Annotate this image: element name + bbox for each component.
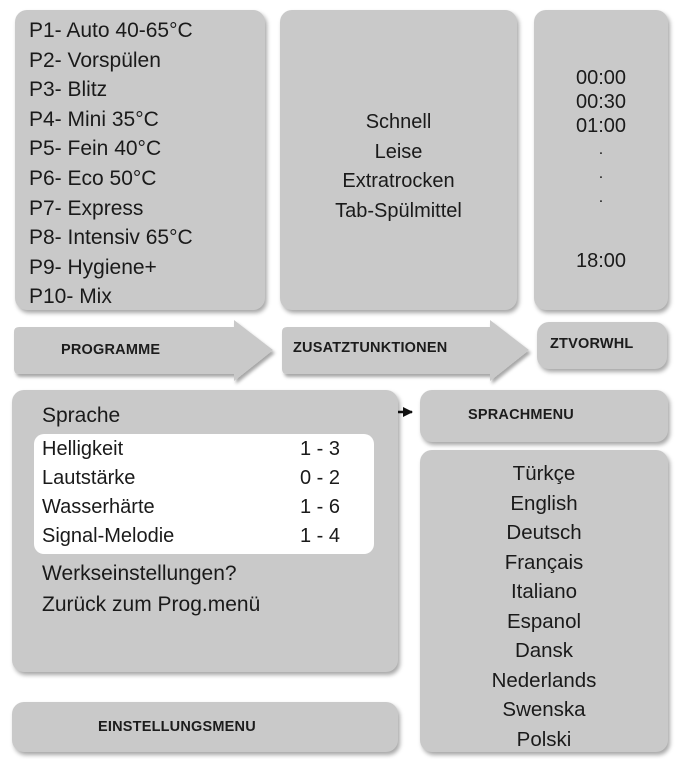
setting-range: 1 - 6 [300,496,341,518]
program-item: P9- Hygiene+ [29,255,157,279]
options-label: ZUSATZTUNKTIONEN [293,340,448,356]
settings-adjustable-box [34,434,374,554]
language-item: Nederlands [491,668,597,692]
setting-row-water-hardness [42,496,372,526]
program-item: P3- Blitz [29,78,108,102]
option-item: Schnell [365,111,432,133]
language-item: Deutsch [506,521,582,544]
setting-name: Signal-Melodie [42,525,175,547]
setting-row-volume [42,467,372,497]
language-list-panel [420,450,668,752]
language-item: English [510,491,578,515]
program-item: P6- Eco 50°C [29,166,157,190]
settings-menu-label: EINSTELLUNGSMENU [98,719,256,735]
setting-range: 1 - 3 [300,438,341,460]
timer-value: 01:00 [575,115,627,137]
setting-range: 1 - 4 [300,525,341,547]
language-item: Dansk [514,639,574,662]
settings-panel [12,390,398,672]
back-to-program-menu-item: Zurück zum Prog.menü [42,593,261,616]
program-item: P5- Fein 40°C [29,137,162,161]
language-menu-label-box [420,390,668,442]
option-item: Leise [374,140,423,163]
setting-row-brightness [42,438,372,468]
program-item: P4- Mini 35°C [29,107,159,131]
delay-timer-label-box [537,322,667,369]
language-item: Français [504,550,584,574]
option-item: Extratrocken [342,170,455,192]
setting-name: Helligkeit [42,438,124,460]
timer-value: 00:00 [575,67,627,89]
language-item: Italiano [510,580,578,603]
programs-label: PROGRAMME [61,342,161,358]
timer-ellipsis-dot: . [598,189,604,206]
timer-value: 00:30 [575,91,627,113]
setting-name: Wasserhärte [42,496,155,518]
program-item: P1- Auto 40-65°C [29,19,193,42]
setting-name: Lautstärke [42,467,136,489]
timer-value-max: 18:00 [575,250,627,272]
setting-range: 0 - 2 [300,467,341,489]
timer-ellipsis-dot: . [598,141,604,158]
language-list [420,459,668,754]
language-item: Polski [516,727,572,751]
language-item: Espanol [506,609,582,633]
delay-timer-label: ZTVORWHL [550,336,634,352]
option-item: Tab-Spülmittel [335,199,462,222]
language-item: Türkçe [512,462,576,485]
program-item: P2- Vorspülen [29,48,161,72]
factory-reset-item: Werkseinstellungen? [42,562,237,585]
setting-row-signal-melody [42,525,372,555]
settings-menu-label-box [12,702,398,752]
language-menu-item: Sprache [42,404,121,427]
program-item: P7- Express [29,196,144,220]
program-item: P8- Intensiv 65°C [29,226,193,250]
language-item: Swenska [502,698,586,721]
language-menu-label: SPRACHMENU [468,407,574,423]
timer-ellipsis-dot: . [598,165,604,182]
program-item: P10- Mix [29,285,112,309]
